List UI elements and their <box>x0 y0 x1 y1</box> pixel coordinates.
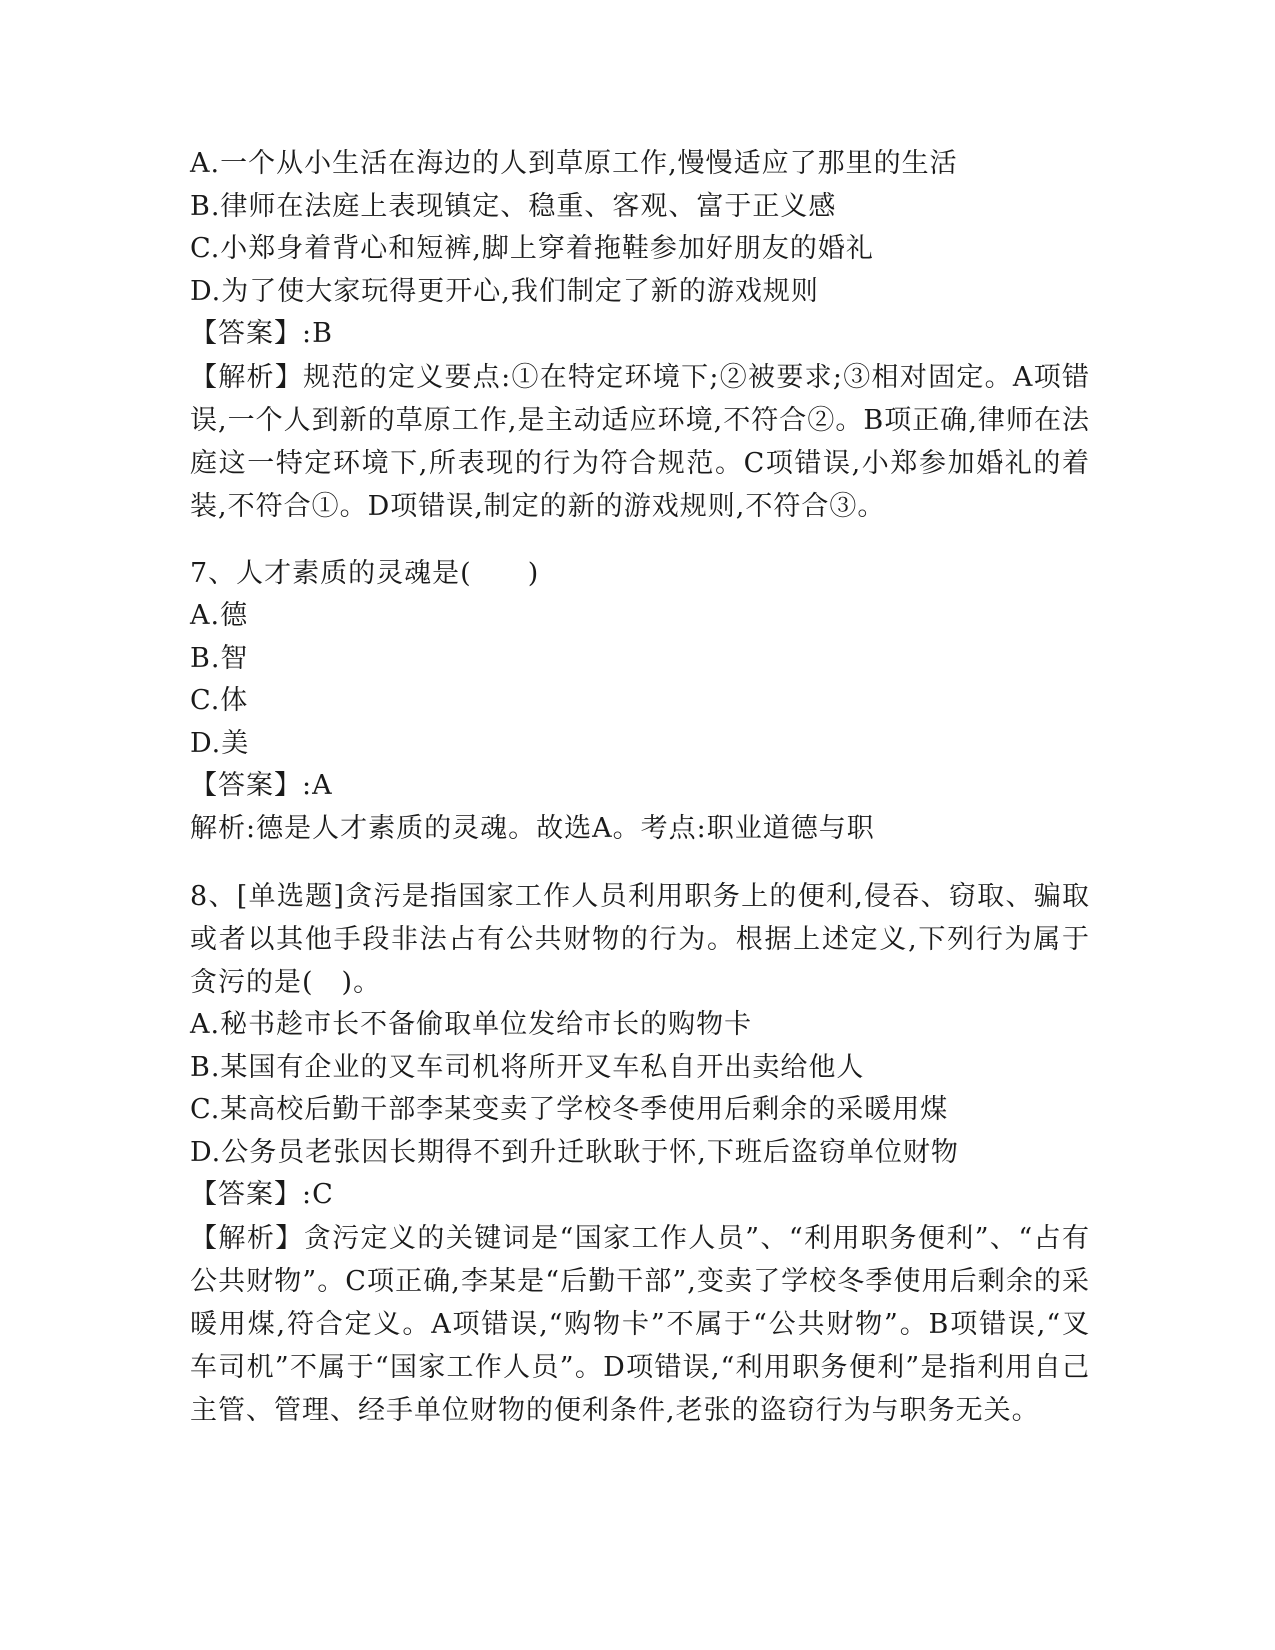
section-gap <box>190 528 1090 553</box>
q7-option-a: A.德 <box>190 600 249 631</box>
q6-option-d: D.为了使大家玩得更开心,我们制定了新的游戏规则 <box>190 275 819 307</box>
q7-option-d: D.美 <box>190 727 250 759</box>
q7-option-c: C.体 <box>190 685 249 716</box>
document-body <box>190 143 1090 1432</box>
q8-option-a: A.秘书趁市长不备偷取单位发给市长的购物卡 <box>190 1009 753 1040</box>
q8-answer: 【答案】:C <box>190 1179 334 1210</box>
q7-question: 7、人才素质的灵魂是( ) <box>190 557 540 589</box>
q7-analysis: 解析:德是人才素质的灵魂。故选A。考点:职业道德与职 <box>190 812 875 844</box>
q6-option-c: C.小郑身着背心和短裤,脚上穿着拖鞋参加好朋友的婚礼 <box>190 233 874 264</box>
q7-answer: 【答案】:A <box>190 770 333 801</box>
question-6-block <box>190 143 1090 528</box>
q6-answer: 【答案】:B <box>190 318 333 349</box>
q8-analysis: 【解析】贪污定义的关键词是“国家工作人员”、“利用职务便利”、“占有公共财物”。C项正确,李某是“后勤干部”,变卖了学校冬季使用后剩余的采暖用煤,符合定义。A项错误,“购物卡”不属于“公共财物”。B项错误,“叉车司机”不属于“国家工作人员”。D项错误,“利用职务便利”是指利用自己主管、管理、经手单位财物的便利条件,老张的盗窃行为与职务无关。 <box>190 1222 1090 1426</box>
q8-option-d: D.公务员老张因长期得不到升迁耿耿于怀,下班后盗窃单位财物 <box>190 1136 959 1168</box>
q6-analysis: 【解析】规范的定义要点:①在特定环境下;②被要求;③相对固定。A项错误,一个人到新的草原工作,是主动适应环境,不符合②。B项正确,律师在法庭这一特定环境下,所表现的行为符合规范。C项错误,小郑参加婚礼的着装,不符合①。D项错误,制定的新的游戏规则,不符合③。 <box>190 361 1090 522</box>
q8-option-b: B.某国有企业的叉车司机将所开叉车私自开出卖给他人 <box>190 1051 865 1083</box>
q6-option-a: A.一个从小生活在海边的人到草原工作,慢慢适应了那里的生活 <box>190 148 958 179</box>
q7-option-b: B.智 <box>190 642 249 674</box>
q8-option-c: C.某高校后勤干部李某变卖了学校冬季使用后剩余的采暖用煤 <box>190 1094 949 1125</box>
q6-option-b: B.律师在法庭上表现镇定、稳重、客观、富于正义感 <box>190 190 837 222</box>
q8-question: 8、[单选题]贪污是指国家工作人员利用职务上的便利,侵吞、窃取、骗取或者以其他手段非法占有公共财物的行为。根据上述定义,下列行为属于贪污的是( )。 <box>190 881 1090 998</box>
question-8-block <box>190 875 1090 1432</box>
section-gap <box>190 850 1090 875</box>
question-7-block <box>190 553 1090 851</box>
